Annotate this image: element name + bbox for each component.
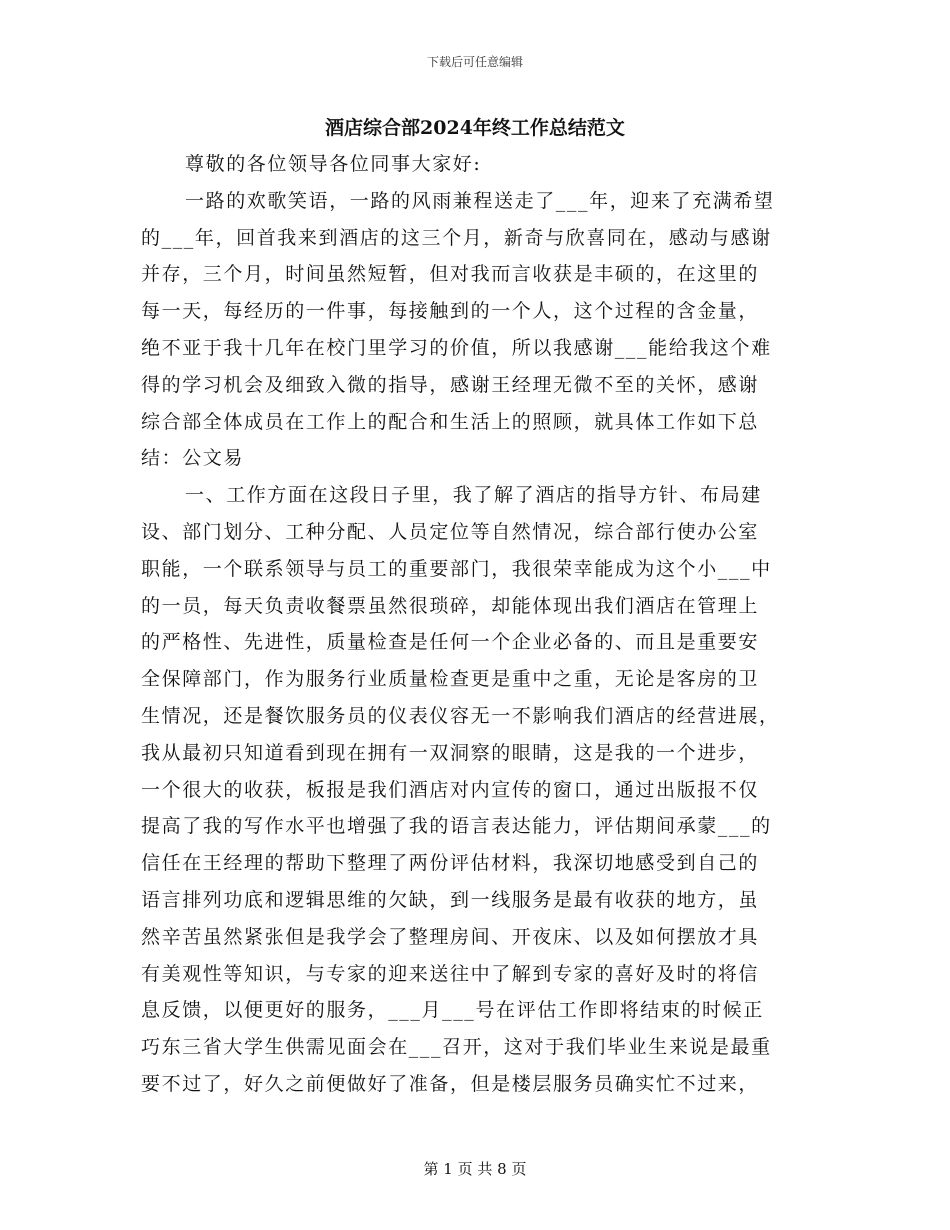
text-line: 语言排列功底和逻辑思维的欠缺，到一线服务是最有收获的地方，虽 bbox=[141, 888, 760, 911]
text-line: 巧东三省大学生供需见面会在___召开，这对于我们毕业生来说是最重 bbox=[141, 1036, 772, 1059]
text-line: 职能，一个联系领导与员工的重要部门，我很荣幸能成为这个小___中 bbox=[141, 557, 772, 580]
text-line: 综合部全体成员在工作上的配合和生活上的照顾，就具体工作如下总 bbox=[141, 410, 760, 433]
text-line: 的___年，回首我来到酒店的这三个月，新奇与欣喜同在，感动与感谢 bbox=[141, 226, 772, 249]
text-line: 设、部门划分、工种分配、人员定位等自然情况，综合部行使办公室 bbox=[141, 520, 760, 543]
text-line: 有美观性等知识，与专家的迎来送往中了解到专家的喜好及时的将信 bbox=[141, 962, 760, 985]
text-line: 一个很大的收获，板报是我们酒店对内宣传的窗口，通过出版报不仅 bbox=[141, 778, 760, 801]
text-line: 提高了我的写作水平也增强了我的语言表达能力，评估期间承蒙___的 bbox=[141, 815, 772, 838]
text-line: 并存，三个月，时间虽然短暂，但对我而言收获是丰硕的，在这里的 bbox=[141, 263, 760, 286]
text-line: 生情况，还是餐饮服务员的仪表仪容无一不影响我们酒店的经营进展， bbox=[141, 704, 780, 727]
text-line: 绝不亚于我十几年在校门里学习的价值，所以我感谢___能给我这个难 bbox=[141, 336, 772, 359]
text-line: 一、工作方面在这段日子里，我了解了酒店的指导方针、布局建 bbox=[185, 484, 762, 507]
text-line: 一路的欢歌笑语，一路的风雨兼程送走了___年，迎来了充满希望 bbox=[185, 189, 775, 212]
page-footer: 第 1 页 共 8 页 bbox=[423, 1160, 527, 1178]
document-body bbox=[141, 146, 821, 1103]
header-note: 下载后可任意编辑 bbox=[426, 55, 523, 69]
text-line: 信任在王经理的帮助下整理了两份评估材料，我深切地感受到自己的 bbox=[141, 852, 760, 875]
text-line: 每一天，每经历的一件事，每接触到的一个人，这个过程的含金量， bbox=[141, 300, 760, 323]
document-title: 酒店综合部2024年终工作总结范文 bbox=[325, 117, 625, 139]
text-line: 然辛苦虽然紧张但是我学会了整理房间、开夜床、以及如何摆放才具 bbox=[141, 925, 760, 948]
text-line: 尊敬的各位领导各位同事大家好: bbox=[185, 153, 482, 175]
text-line: 的一员，每天负责收餐票虽然很琐碎，却能体现出我们酒店在管理上 bbox=[141, 594, 760, 617]
text-line: 得的学习机会及细致入微的指导，感谢王经理无微不至的关怀，感谢 bbox=[141, 373, 760, 396]
text-line: 要不过了，好久之前便做好了准备，但是楼层服务员确实忙不过来， bbox=[141, 1072, 760, 1095]
text-line: 我从最初只知道看到现在拥有一双洞察的眼睛，这是我的一个进步， bbox=[141, 741, 760, 764]
text-line: 结：公文易 bbox=[141, 447, 245, 470]
text-line: 的严格性、先进性，质量检查是任何一个企业必备的、而且是重要安 bbox=[141, 631, 760, 654]
text-line: 息反馈，以便更好的服务，___月___号在评估工作即将结束的时候正 bbox=[141, 999, 764, 1022]
text-line: 全保障部门，作为服务行业质量检查更是重中之重，无论是客房的卫 bbox=[141, 668, 760, 691]
